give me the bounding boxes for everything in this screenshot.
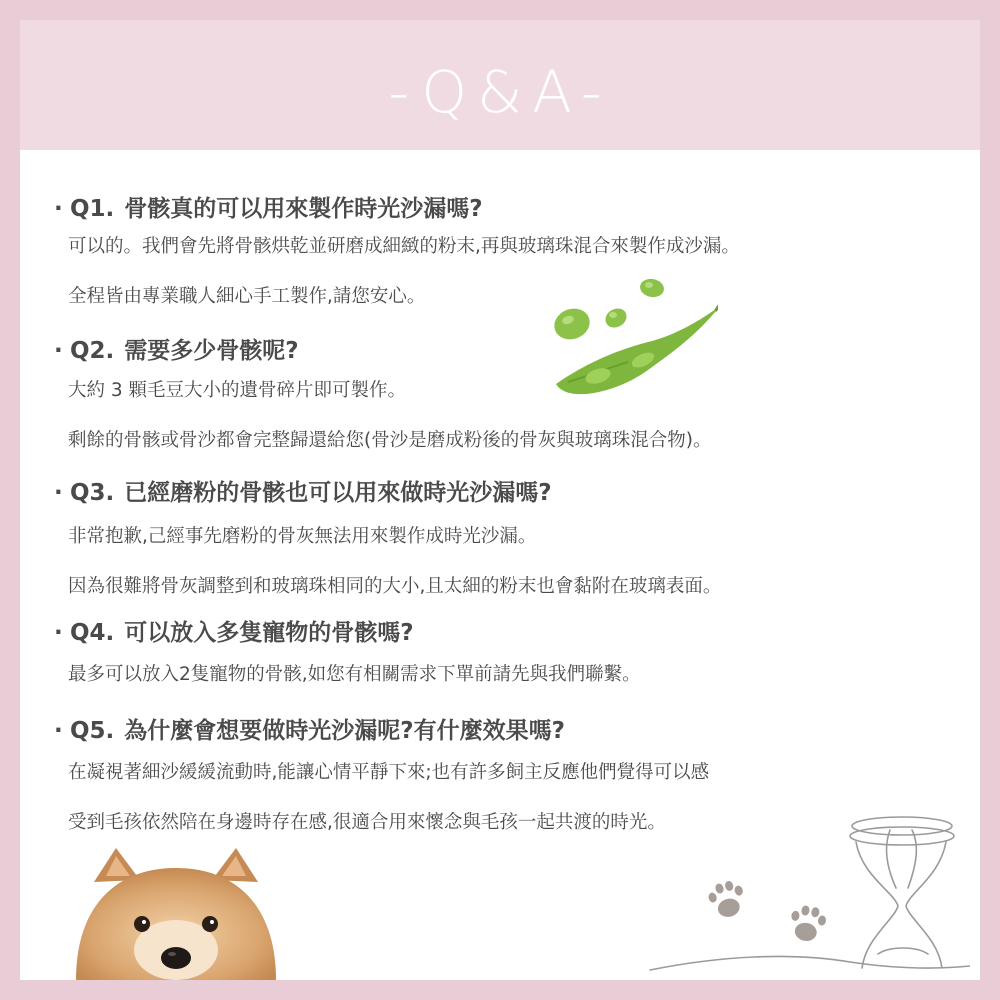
bullet: · — [54, 718, 63, 744]
question-text: 骨骸真的可以用來製作時光沙漏嗎? — [124, 196, 483, 222]
question-2 — [54, 334, 299, 368]
answer-line: 剩餘的骨骸或骨沙都會完整歸還給您(骨沙是磨成粉後的骨灰與玻璃珠混合物)。 — [68, 430, 712, 451]
answer-line: 可以的。我們會先將骨骸烘乾並研磨成細緻的粉末,再與玻璃珠混合來製作成沙漏。 — [68, 236, 740, 257]
question-text: 為什麼會想要做時光沙漏呢?有什麼效果嗎? — [124, 718, 565, 744]
question-text: 已經磨粉的骨骸也可以用來做時光沙漏嗎? — [124, 480, 552, 506]
answer-line: 因為很難將骨灰調整到和玻璃珠相同的大小,且太細的粉末也會黏附在玻璃表面。 — [68, 576, 722, 597]
bullet: · — [54, 480, 63, 506]
bullet: · — [54, 620, 63, 646]
header-band — [20, 20, 980, 150]
page-title: -Q&A- — [388, 58, 612, 126]
question-number: Q2. — [70, 338, 115, 364]
question-number: Q3. — [70, 480, 115, 506]
bullet: · — [54, 338, 63, 364]
answer-line: 大約 3 顆毛豆大小的遺骨碎片即可製作。 — [68, 380, 407, 401]
question-5 — [54, 714, 565, 748]
answer-line: 全程皆由專業職人細心手工製作,請您安心。 — [68, 286, 426, 307]
hourglass-icon — [640, 806, 970, 976]
question-number: Q4. — [70, 620, 115, 646]
answer-line: 在凝視著細沙緩緩流動時,能讓心情平靜下來;也有許多飼主反應他們覺得可以感 — [68, 762, 710, 783]
dog-photo — [76, 846, 276, 980]
edamame-icon — [548, 272, 718, 402]
question-3 — [54, 476, 552, 510]
answer-line: 受到毛孩依然陪在身邊時存在感,很適合用來懷念與毛孩一起共渡的時光。 — [68, 812, 666, 833]
question-text: 需要多少骨骸呢? — [124, 338, 299, 364]
question-1 — [54, 192, 483, 226]
question-text: 可以放入多隻寵物的骨骸嗎? — [124, 620, 414, 646]
question-4 — [54, 616, 414, 650]
question-number: Q5. — [70, 718, 115, 744]
answer-line: 非常抱歉,己經事先磨粉的骨灰無法用來製作成時光沙漏。 — [68, 526, 537, 547]
qa-card — [20, 20, 980, 980]
bullet: · — [54, 196, 63, 222]
question-number: Q1. — [70, 196, 115, 222]
answer-line: 最多可以放入2隻寵物的骨骸,如您有相關需求下單前請先與我們聯繫。 — [68, 664, 641, 685]
